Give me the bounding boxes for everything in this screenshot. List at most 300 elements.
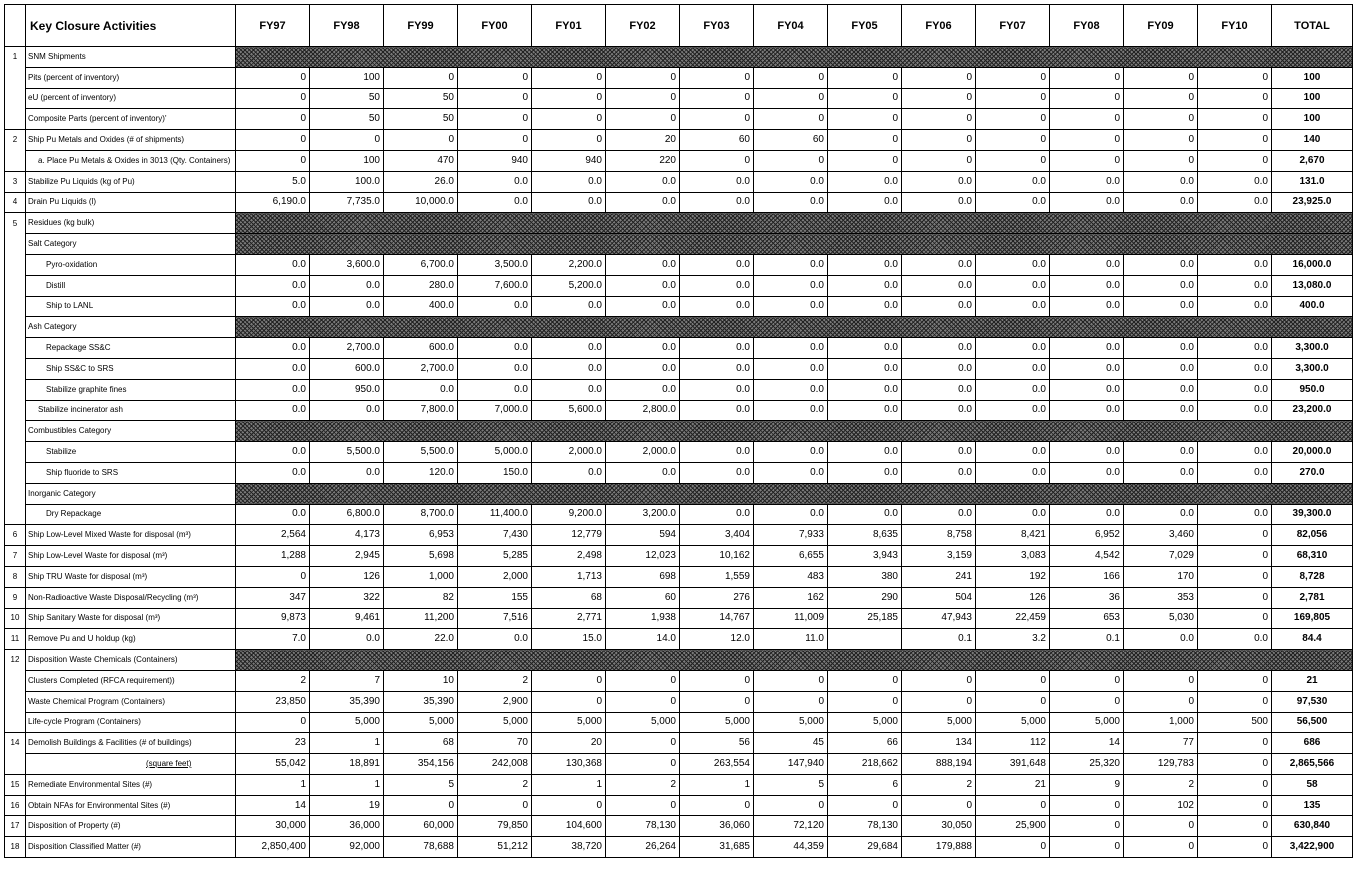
value-cell: 5 [384,774,458,795]
activity-label: Remediate Environmental Sites (#) [26,774,236,795]
year-header: FY09 [1124,5,1198,47]
value-cell: 4,173 [310,525,384,546]
total-cell: 68,310 [1272,546,1353,567]
activity-label: Waste Chemical Program (Containers) [26,691,236,712]
table-row [5,296,1353,317]
value-cell: 2 [458,670,532,691]
value-cell: 2,000.0 [532,442,606,463]
row-number-header [5,5,26,47]
value-cell: 7.0 [236,629,310,650]
value-cell: 0 [1198,150,1272,171]
value-cell: 20 [606,130,680,151]
value-cell: 0.0 [976,171,1050,192]
value-cell: 0 [976,150,1050,171]
row-number [5,275,26,296]
value-cell: 0.0 [606,296,680,317]
value-cell: 0.0 [680,192,754,213]
value-cell: 0 [1050,837,1124,858]
value-cell: 0 [1198,525,1272,546]
value-cell: 0 [1198,837,1272,858]
activity-label: Stabilize Pu Liquids (kg of Pu) [26,171,236,192]
value-cell: 0 [1124,150,1198,171]
row-number [5,338,26,359]
value-cell: 0 [754,150,828,171]
value-cell: 0 [680,88,754,109]
year-header: FY08 [1050,5,1124,47]
table-row [5,109,1353,130]
value-cell: 0.0 [902,171,976,192]
value-cell: 0.0 [976,462,1050,483]
activity-label: Stabilize graphite fines [26,379,236,400]
value-cell: 0.0 [828,462,902,483]
total-cell: 3,300.0 [1272,358,1353,379]
value-cell: 0.0 [458,379,532,400]
value-cell: 2,564 [236,525,310,546]
value-cell: 5,000.0 [458,442,532,463]
value-cell: 3,159 [902,546,976,567]
value-cell: 0 [606,733,680,754]
value-cell: 0 [606,109,680,130]
value-cell: 0 [1198,754,1272,775]
value-cell: 0.0 [828,171,902,192]
hatched-section-fill [236,483,1353,504]
table-body [5,47,1353,858]
table-row [5,691,1353,712]
value-cell: 0 [236,150,310,171]
value-cell: 0 [236,67,310,88]
value-cell: 354,156 [384,754,458,775]
value-cell: 0.0 [236,275,310,296]
value-cell: 7,000.0 [458,400,532,421]
value-cell: 0 [828,88,902,109]
row-number [5,379,26,400]
activity-label: Ship SS&C to SRS [26,358,236,379]
total-cell: 169,805 [1272,608,1353,629]
value-cell: 0 [458,795,532,816]
value-cell: 0.0 [1124,338,1198,359]
value-cell: 0 [1198,566,1272,587]
value-cell: 0 [902,109,976,130]
table-row [5,379,1353,400]
table-row [5,462,1353,483]
value-cell: 0 [828,150,902,171]
value-cell: 0.0 [902,338,976,359]
row-number [5,296,26,317]
value-cell: 0.0 [532,462,606,483]
value-cell: 0.0 [310,296,384,317]
value-cell: 25,900 [976,816,1050,837]
value-cell: 0.0 [458,358,532,379]
value-cell: 3,500.0 [458,254,532,275]
value-cell: 25,320 [1050,754,1124,775]
value-cell: 0.0 [828,275,902,296]
value-cell: 10,000.0 [384,192,458,213]
year-header: FY00 [458,5,532,47]
value-cell: 0.0 [532,379,606,400]
value-cell: 0 [976,670,1050,691]
value-cell: 82 [384,587,458,608]
value-cell: 0.0 [384,379,458,400]
value-cell: 100 [310,150,384,171]
table-row [5,130,1353,151]
value-cell: 25,185 [828,608,902,629]
value-cell: 0.0 [606,462,680,483]
value-cell: 0 [1198,670,1272,691]
value-cell: 280.0 [384,275,458,296]
value-cell: 0.0 [310,462,384,483]
value-cell: 3,404 [680,525,754,546]
value-cell: 11,400.0 [458,504,532,525]
total-cell: 630,840 [1272,816,1353,837]
value-cell: 2 [1124,774,1198,795]
table-row [5,712,1353,733]
activity-label: Drain Pu Liquids (l) [26,192,236,213]
value-cell: 5,200.0 [532,275,606,296]
value-cell: 0.0 [236,400,310,421]
value-cell: 653 [1050,608,1124,629]
value-cell: 347 [236,587,310,608]
value-cell: 12,779 [532,525,606,546]
value-cell: 600.0 [310,358,384,379]
value-cell: 2,200.0 [532,254,606,275]
value-cell: 2,700.0 [384,358,458,379]
activity-label: Ship Low-Level Waste for disposal (m³) [26,546,236,567]
value-cell: 0.0 [754,338,828,359]
value-cell: 0 [1050,67,1124,88]
value-cell: 3,943 [828,546,902,567]
value-cell: 0 [1198,733,1272,754]
total-header: TOTAL [1272,5,1353,47]
value-cell: 0.0 [1198,379,1272,400]
value-cell: 0.0 [902,379,976,400]
value-cell: 5,600.0 [532,400,606,421]
value-cell: 78,130 [606,816,680,837]
value-cell: 0 [236,566,310,587]
value-cell: 134 [902,733,976,754]
value-cell: 0.0 [902,275,976,296]
value-cell: 0 [902,670,976,691]
value-cell: 0 [1198,109,1272,130]
value-cell: 2 [236,670,310,691]
value-cell: 0.0 [976,358,1050,379]
value-cell: 0.0 [1198,192,1272,213]
value-cell: 0.0 [1124,171,1198,192]
value-cell: 44,359 [754,837,828,858]
value-cell: 126 [976,587,1050,608]
value-cell: 0 [1198,67,1272,88]
value-cell: 0 [1050,795,1124,816]
value-cell: 2,800.0 [606,400,680,421]
total-cell: 2,670 [1272,150,1353,171]
value-cell: 35,390 [310,691,384,712]
year-header: FY01 [532,5,606,47]
value-cell: 0.0 [1198,462,1272,483]
value-cell: 0.0 [236,358,310,379]
value-cell: 0 [1124,67,1198,88]
value-cell: 3,200.0 [606,504,680,525]
value-cell: 0 [976,837,1050,858]
row-number: 18 [5,837,26,858]
value-cell: 147,940 [754,754,828,775]
value-cell: 0.0 [902,504,976,525]
total-cell: 3,422,900 [1272,837,1353,858]
value-cell: 0.0 [754,296,828,317]
value-cell: 0 [976,691,1050,712]
total-cell: 100 [1272,67,1353,88]
activity-label: Salt Category [26,234,236,255]
table-row [5,254,1353,275]
value-cell: 0 [902,130,976,151]
total-cell: 23,925.0 [1272,192,1353,213]
value-cell: 0 [310,130,384,151]
value-cell: 6 [828,774,902,795]
year-header: FY98 [310,5,384,47]
value-cell: 1,288 [236,546,310,567]
value-cell: 0 [976,67,1050,88]
value-cell: 0.0 [1198,629,1272,650]
value-cell: 0 [1124,691,1198,712]
value-cell: 36,060 [680,816,754,837]
value-cell: 0.0 [236,442,310,463]
value-cell: 0 [606,67,680,88]
value-cell: 0.0 [828,442,902,463]
value-cell: 38,720 [532,837,606,858]
value-cell: 6,655 [754,546,828,567]
row-number: 8 [5,566,26,587]
value-cell: 1,713 [532,566,606,587]
activity-label: Ship fluoride to SRS [26,462,236,483]
total-cell: 140 [1272,130,1353,151]
value-cell: 0.0 [754,275,828,296]
table-row [5,213,1353,234]
value-cell: 0.0 [532,171,606,192]
value-cell: 940 [532,150,606,171]
value-cell: 30,000 [236,816,310,837]
total-cell: 13,080.0 [1272,275,1353,296]
value-cell: 10,162 [680,546,754,567]
value-cell: 0.0 [458,296,532,317]
total-cell: 97,530 [1272,691,1353,712]
value-cell: 0 [902,795,976,816]
value-cell: 15.0 [532,629,606,650]
value-cell: 0.0 [754,400,828,421]
value-cell: 1,559 [680,566,754,587]
value-cell: 104,600 [532,816,606,837]
value-cell: 9,873 [236,608,310,629]
value-cell: 0.0 [1050,462,1124,483]
row-number [5,67,26,88]
value-cell: 5,000 [384,712,458,733]
value-cell: 0.0 [976,296,1050,317]
value-cell: 276 [680,587,754,608]
value-cell: 3,460 [1124,525,1198,546]
value-cell: 0.0 [754,504,828,525]
value-cell: 6,190.0 [236,192,310,213]
value-cell: 0.0 [1050,442,1124,463]
total-cell: 3,300.0 [1272,338,1353,359]
total-cell: 100 [1272,109,1353,130]
row-number: 11 [5,629,26,650]
activity-label: Ash Category [26,317,236,338]
value-cell: 0 [1198,587,1272,608]
value-cell: 950.0 [310,379,384,400]
value-cell: 0 [532,691,606,712]
year-header: FY03 [680,5,754,47]
value-cell: 0 [458,130,532,151]
value-cell: 0 [458,67,532,88]
value-cell: 170 [1124,566,1198,587]
value-cell: 0.0 [1050,504,1124,525]
value-cell: 0.0 [1124,358,1198,379]
value-cell: 9 [1050,774,1124,795]
value-cell: 5,000 [310,712,384,733]
value-cell: 0 [1198,130,1272,151]
year-header: FY06 [902,5,976,47]
value-cell: 0.0 [754,171,828,192]
value-cell: 0 [532,88,606,109]
row-number: 14 [5,733,26,754]
value-cell: 0 [1124,816,1198,837]
value-cell: 0 [236,109,310,130]
value-cell: 100 [310,67,384,88]
value-cell: 14 [236,795,310,816]
activity-label: Obtain NFAs for Environmental Sites (#) [26,795,236,816]
value-cell: 55,042 [236,754,310,775]
value-cell: 7,029 [1124,546,1198,567]
activity-label: SNM Shipments [26,47,236,68]
value-cell: 0 [236,88,310,109]
table-row [5,525,1353,546]
value-cell: 0 [754,670,828,691]
value-cell: 192 [976,566,1050,587]
value-cell: 0 [606,795,680,816]
row-number [5,691,26,712]
hatched-section-fill [236,213,1353,234]
value-cell: 0.0 [1198,275,1272,296]
value-cell: 6,800.0 [310,504,384,525]
value-cell: 70 [458,733,532,754]
value-cell: 0.0 [828,192,902,213]
row-number [5,234,26,255]
activity-label: Ship TRU Waste for disposal (m³) [26,566,236,587]
total-cell: 131.0 [1272,171,1353,192]
table-row [5,837,1353,858]
value-cell: 5,000 [532,712,606,733]
value-cell: 0.0 [458,171,532,192]
value-cell: 14 [1050,733,1124,754]
value-cell: 102 [1124,795,1198,816]
value-cell: 51,212 [458,837,532,858]
activity-label: (square feet) [26,754,236,775]
value-cell: 50 [384,88,458,109]
value-cell: 0 [1124,88,1198,109]
value-cell: 0.0 [1198,254,1272,275]
value-cell: 5,000 [754,712,828,733]
value-cell: 120.0 [384,462,458,483]
year-header: FY99 [384,5,458,47]
value-cell: 12.0 [680,629,754,650]
value-cell: 0.0 [1124,400,1198,421]
value-cell: 0 [1050,130,1124,151]
total-cell: 8,728 [1272,566,1353,587]
value-cell: 0.0 [828,254,902,275]
value-cell: 0 [828,67,902,88]
value-cell: 0.0 [458,338,532,359]
value-cell: 600.0 [384,338,458,359]
value-cell: 470 [384,150,458,171]
value-cell: 0.0 [680,379,754,400]
value-cell: 0.0 [1124,296,1198,317]
value-cell: 0 [1198,795,1272,816]
value-cell: 0 [1198,816,1272,837]
activity-label: Inorganic Category [26,483,236,504]
value-cell: 0 [976,795,1050,816]
value-cell: 0 [902,88,976,109]
value-cell: 0.0 [1198,338,1272,359]
value-cell: 2,900 [458,691,532,712]
value-cell: 20 [532,733,606,754]
value-cell: 5,000 [458,712,532,733]
value-cell: 155 [458,587,532,608]
value-cell: 391,648 [976,754,1050,775]
value-cell: 0.0 [680,504,754,525]
value-cell: 22,459 [976,608,1050,629]
value-cell: 500 [1198,712,1272,733]
value-cell: 0.0 [532,192,606,213]
value-cell: 0 [680,67,754,88]
value-cell: 5,698 [384,546,458,567]
row-number: 16 [5,795,26,816]
value-cell: 0.0 [1198,296,1272,317]
value-cell: 0.0 [1050,192,1124,213]
value-cell: 14,767 [680,608,754,629]
value-cell: 19 [310,795,384,816]
row-number: 5 [5,213,26,234]
value-cell: 0 [1198,774,1272,795]
value-cell: 0.0 [828,379,902,400]
value-cell: 0.0 [680,462,754,483]
value-cell: 11,009 [754,608,828,629]
year-header: FY05 [828,5,902,47]
activity-label: Life-cycle Program (Containers) [26,712,236,733]
value-cell: 0.0 [1198,358,1272,379]
value-cell: 0.0 [902,462,976,483]
value-cell: 0.0 [606,338,680,359]
value-cell: 2,850,400 [236,837,310,858]
year-header: FY10 [1198,5,1272,47]
value-cell: 0.0 [606,379,680,400]
activity-label: Dry Repackage [26,504,236,525]
value-cell: 14.0 [606,629,680,650]
value-cell: 0.0 [976,504,1050,525]
value-cell: 0 [384,67,458,88]
value-cell: 26,264 [606,837,680,858]
value-cell: 0.0 [1050,171,1124,192]
table-row [5,358,1353,379]
table-row [5,317,1353,338]
hatched-section-fill [236,234,1353,255]
value-cell: 0 [532,670,606,691]
row-number: 9 [5,587,26,608]
value-cell: 12,023 [606,546,680,567]
activity-label: Pyro-oxidation [26,254,236,275]
row-number: 2 [5,130,26,151]
value-cell: 0 [754,88,828,109]
value-cell: 126 [310,566,384,587]
row-number [5,358,26,379]
value-cell: 0.0 [1050,254,1124,275]
value-cell: 10 [384,670,458,691]
